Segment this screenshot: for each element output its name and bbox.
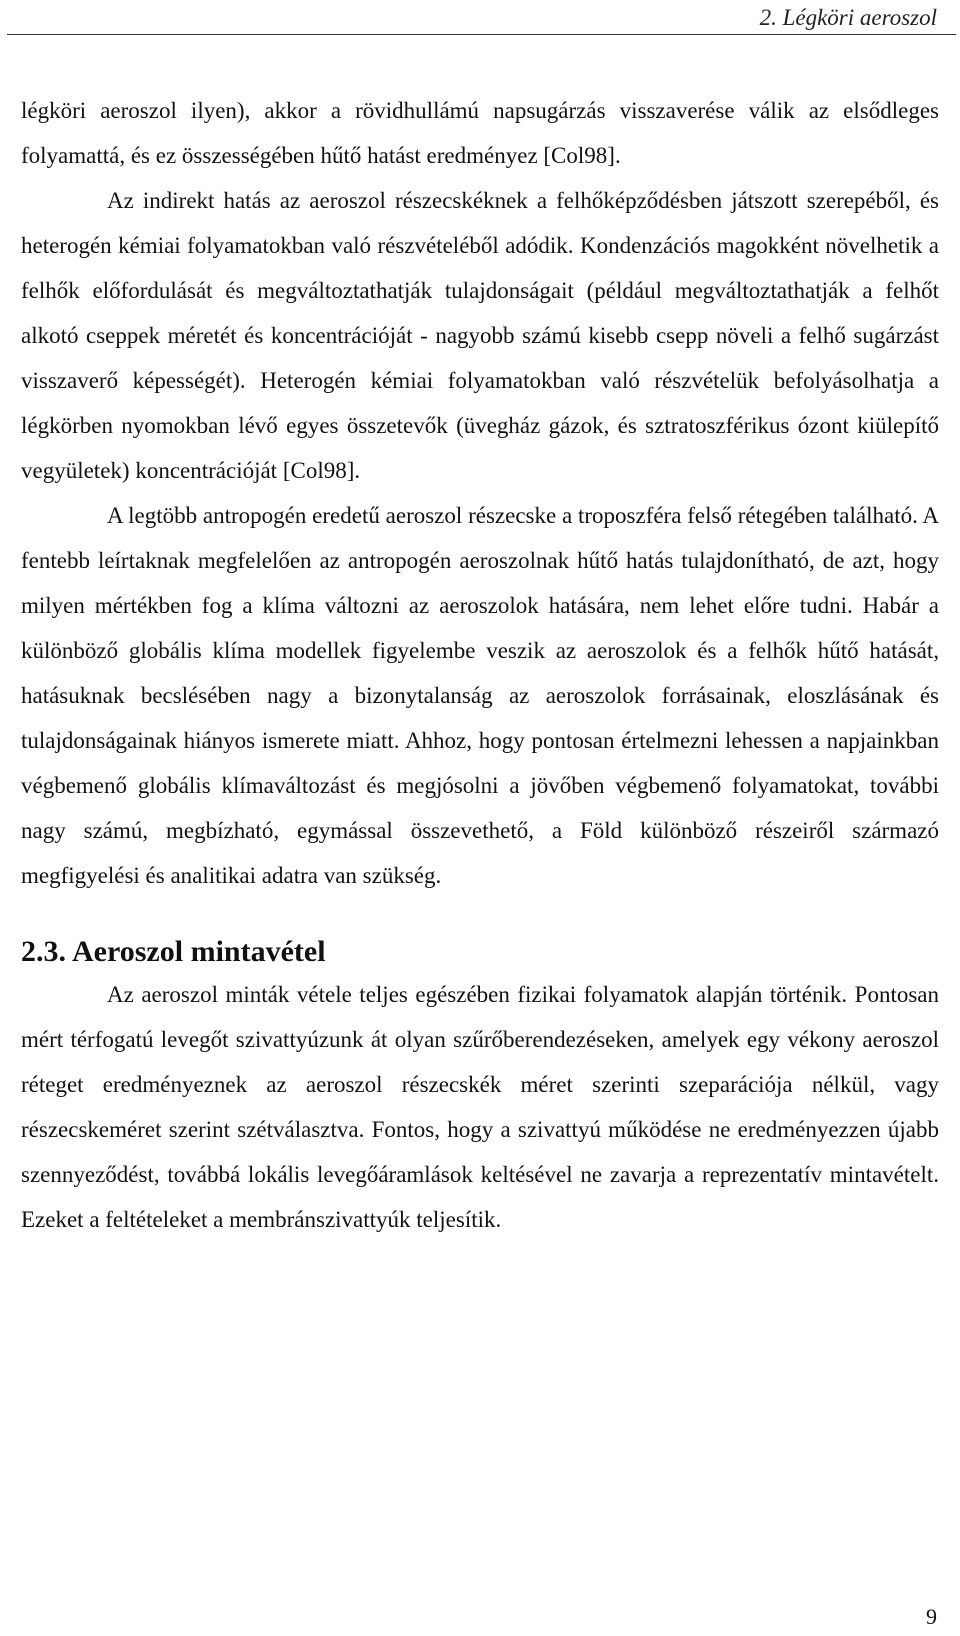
paragraph-indirect-effect: Az indirekt hatás az aeroszol részecskéknek a felhőképződésben játszott szerepéből, és heterogén kémiai folyamatokban való részvételéből adódik. Kondenzációs magokként növelhetik a felhők előfordulását és megváltoztathatják tulajdonságait (például megváltoztathatják a felhőt alkotó cseppek méretét és koncentrációját - nagyobb számú kisebb csepp növeli a felhő sugárzást visszaverő képességét). Heterogén kémiai folyamatokban való részvételük befolyásolhatja a légkörben nyomokban lévő egyes összetevők (üvegház gázok, és sztratoszférikus ózont kiülepítő vegyületek) koncentrációját [Col98]. — [21, 188, 939, 483]
paragraph-sampling: Az aeroszol minták vétele teljes egészében fizikai folyamatok alapján történik. Pontosan mért térfogatú levegőt szivattyúzunk át olyan szűrőberendezéseken, amelyek egy vékony aeroszol réteget eredményeznek az aeroszol részecskék méret szerinti szeparációja nélkül, vagy részecskeméret szerint szétválasztva. Fontos, hogy a szivattyú működése ne eredményezzen újabb szennyeződést, továbbá lokális levegőáramlások keltésével ne zavarja a reprezentatív mintavételt. Ezeket a feltételeket a membránszivattyúk teljesítik. — [21, 982, 939, 1232]
header-rule — [7, 34, 956, 35]
paragraph-anthropogenic-aerosol: A legtöbb antropogén eredetű aeroszol részecske a troposzféra felső rétegében található. A fentebb leírtaknak megfelelően az antropogén aeroszolnak hűtő hatás tulajdonítható, de azt, hogy milyen mértékben fog a klíma változni az aeroszolok hatására, nem lehet előre tudni. Habár a különböző globális klíma modellek figyelembe veszik az aeroszolok és a felhők hűtő hatását, hatásuknak becslésében nagy a bizonytalanság az aeroszolok forrásainak, eloszlásának és tulajdonságainak hiányos ismerete miatt. Ahhoz, hogy pontosan értelmezni lehessen a napjainkban végbemenő globális klímaváltozást és megjósolni a jövőben végbemenő folyamatokat, további nagy számú, megbízható, egymással összevethető, a Föld különböző részeiről származó megfigyelési és analitikai adatra van szükség. — [21, 503, 939, 888]
running-header: 2. Légköri aeroszol — [759, 5, 937, 30]
paragraph-direct-effect-end: légköri aeroszol ilyen), akkor a rövidhullámú napsugárzás visszaverése válik az elsődleges folyamattá, és ez összességében hűtő hatást eredményez [Col98]. — [21, 98, 939, 168]
section-heading — [21, 932, 939, 972]
page-body — [21, 88, 939, 1242]
page-number: 9 — [926, 1604, 937, 1629]
section-number: 2.3. — [21, 935, 66, 968]
section-title: Aeroszol mintavétel — [72, 935, 326, 968]
